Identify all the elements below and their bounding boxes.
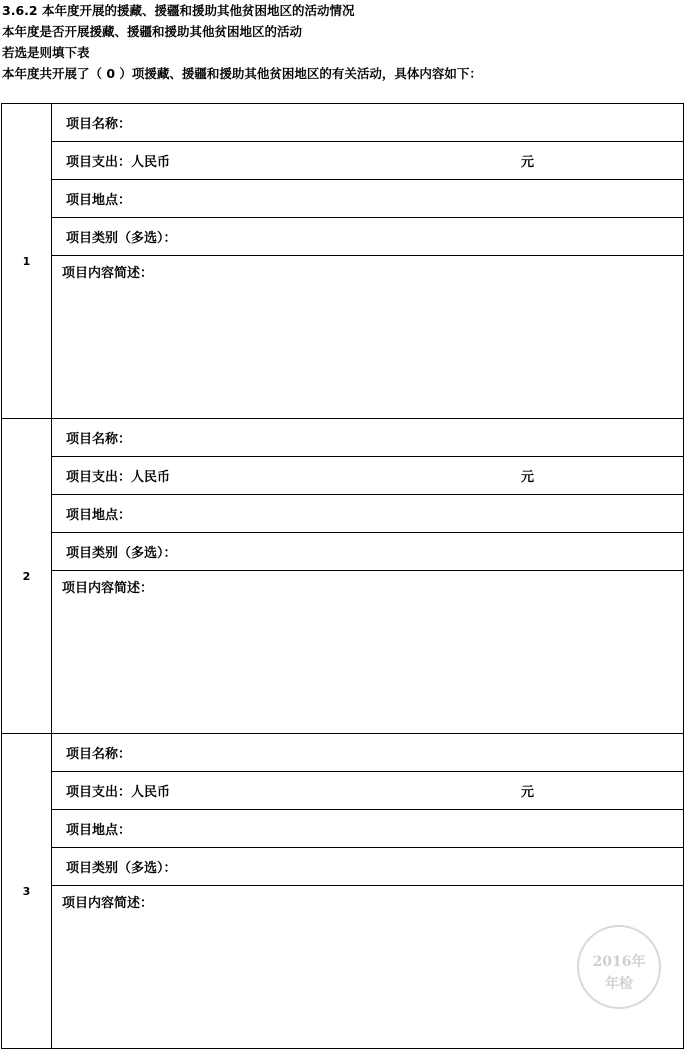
section-title: 3.6.2 本年度开展的援藏、援疆和援助其他贫困地区的活动情况: [2, 3, 355, 18]
project-category-field[interactable]: 项目类别（多选）：: [52, 848, 684, 886]
project-3-expense-row: [2, 772, 684, 810]
project-2-description-row: [2, 571, 684, 734]
project-description-field[interactable]: 项目内容简述：: [52, 886, 684, 1049]
project-category-field[interactable]: 项目类别（多选）：: [52, 533, 684, 571]
activity-question: 本年度是否开展援藏、援疆和援助其他贫困地区的活动: [2, 24, 303, 39]
project-number: 1: [2, 104, 52, 419]
project-2-category-row: [2, 533, 684, 571]
project-1-location-row: [2, 180, 684, 218]
project-expense-label: 项目支出：人民币: [66, 470, 171, 485]
project-3-location-row: [2, 810, 684, 848]
project-name-field[interactable]: 项目名称：: [52, 734, 684, 772]
project-1-description-row: [2, 256, 684, 419]
currency-unit: 元: [521, 470, 535, 485]
project-name-field[interactable]: 项目名称：: [52, 419, 684, 457]
project-number: 3: [2, 734, 52, 1049]
project-1-expense-row: [2, 142, 684, 180]
project-expense-field[interactable]: [52, 772, 684, 810]
project-1-category-row: [2, 218, 684, 256]
project-3-category-row: [2, 848, 684, 886]
currency-unit: 元: [521, 785, 535, 800]
project-expense-label: 项目支出：人民币: [66, 785, 171, 800]
project-2-name-row: [2, 419, 684, 457]
project-3-name-row: [2, 734, 684, 772]
annual-inspection-stamp: [577, 925, 661, 1009]
project-expense-label: 项目支出：人民币: [66, 155, 171, 170]
project-number: 2: [2, 419, 52, 734]
project-description-field[interactable]: 项目内容简述：: [52, 571, 684, 734]
stamp-year: 2016年: [592, 954, 646, 970]
project-location-field[interactable]: 项目地点：: [52, 180, 684, 218]
project-location-field[interactable]: 项目地点：: [52, 810, 684, 848]
project-2-location-row: [2, 495, 684, 533]
project-2-expense-row: [2, 457, 684, 495]
project-location-field[interactable]: 项目地点：: [52, 495, 684, 533]
project-name-field[interactable]: 项目名称：: [52, 104, 684, 142]
project-1-name-row: [2, 104, 684, 142]
stamp-label: 年检: [605, 976, 633, 992]
project-expense-field[interactable]: [52, 457, 684, 495]
project-expense-field[interactable]: [52, 142, 684, 180]
activity-count-line: 本年度共开展了（ 0 ）项援藏、援疆和援助其他贫困地区的有关活动，具体内容如下：: [2, 66, 482, 81]
project-category-field[interactable]: 项目类别（多选）：: [52, 218, 684, 256]
fill-instruction: 若选是则填下表: [2, 45, 90, 60]
projects-table: [1, 103, 684, 1049]
currency-unit: 元: [521, 155, 535, 170]
project-description-field[interactable]: 项目内容简述：: [52, 256, 684, 419]
